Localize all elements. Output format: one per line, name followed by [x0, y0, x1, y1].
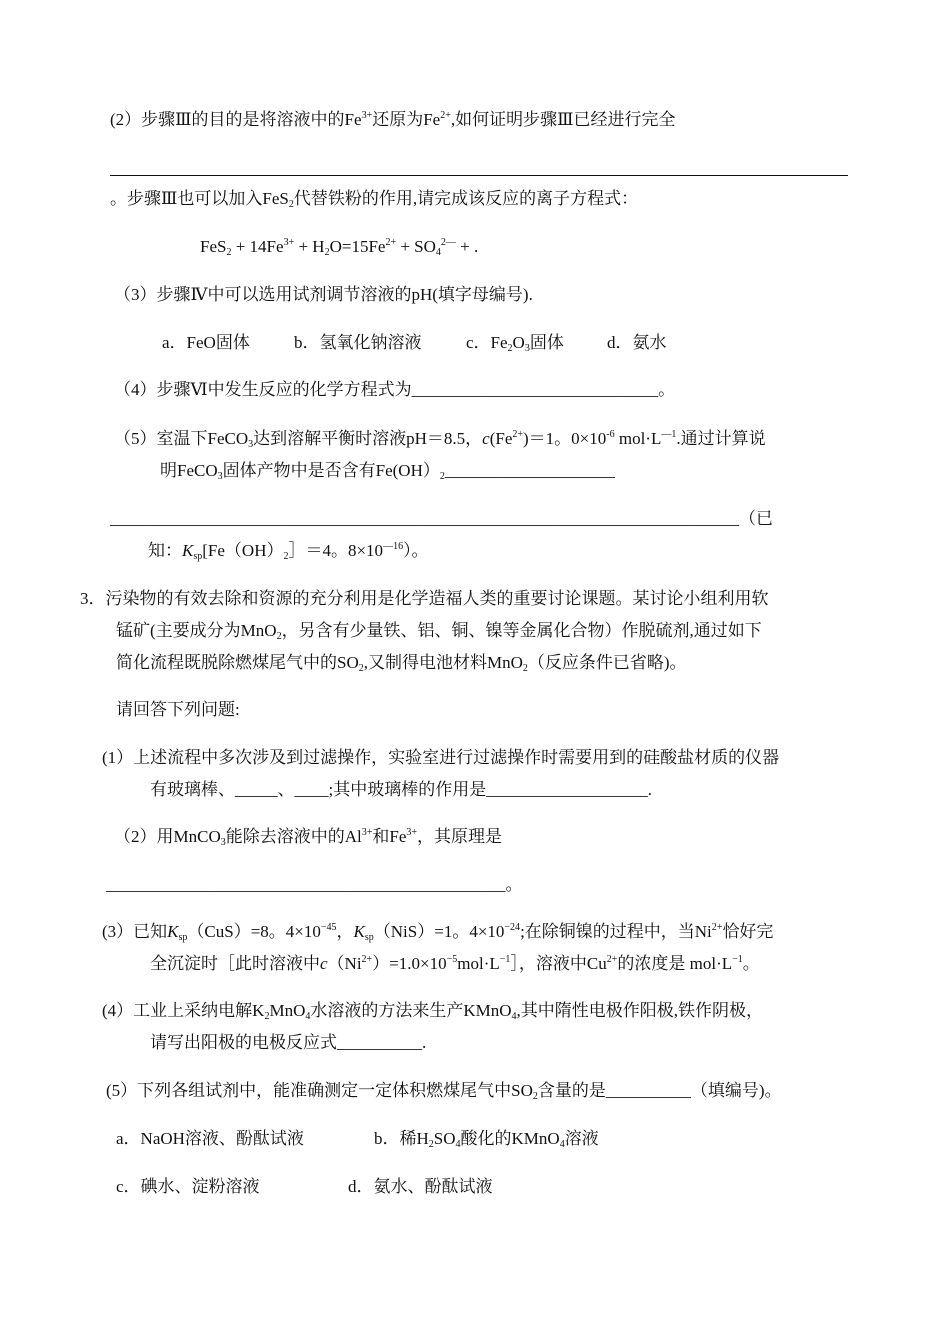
text: )＝1。0×10 [523, 429, 607, 448]
subscript: 2 [288, 199, 294, 210]
q3-part5-option-b [374, 1127, 599, 1151]
superscript: 3+ [361, 827, 373, 838]
text: （NiS）=1。4×10 [373, 922, 505, 941]
italic-variable: c [482, 429, 490, 448]
superscript: 2+ [711, 922, 723, 933]
q3-intro-line3 [116, 651, 687, 675]
superscript: −5 [446, 954, 458, 965]
q3-intro-line1: 3．污染物的有效去除和资源的充分利用是化学造福人类的重要讨论课题。某讨论小组利用软 [80, 589, 769, 608]
text: ，另含有少量铁、铝、铜、镍等金属化合物）作脱硫剂,通过如下 [281, 621, 762, 640]
text: 达到溶解平衡时溶液pH＝8.5， [253, 429, 483, 448]
subscript: 4 [435, 247, 441, 258]
q2-part2-line1 [110, 108, 676, 132]
text: 含量的是__________（填编号)。 [537, 1081, 782, 1100]
italic-variable: K [182, 541, 194, 560]
text: MnO [269, 1001, 306, 1020]
text: ）。 [403, 541, 429, 560]
subscript: 4 [511, 1011, 517, 1022]
q3-part1-line2: 有玻璃棒、_____、____;其中玻璃棒的作用是___________________. [150, 780, 652, 799]
italic-variable: c [320, 954, 328, 973]
text: 能除去溶液中的Al [225, 827, 362, 846]
text: 酸化的KMnO [460, 1129, 560, 1148]
italic-variable: K [353, 922, 365, 941]
text: ____________________ [444, 461, 615, 480]
superscript: 2+ [361, 954, 373, 965]
text: (Fe [489, 429, 513, 448]
text: ,又制得电池材料MnO [363, 653, 523, 672]
subscript: 2 [276, 631, 282, 642]
q2-part5-line1 [114, 427, 766, 451]
q2-part3-option-a: a．FeO固体 [162, 333, 250, 352]
q3-part4-line2: 请写出阳极的电极反应式__________. [150, 1033, 427, 1052]
superscript: 2+ [385, 237, 397, 248]
subscript: 2 [532, 1091, 538, 1102]
subscript: 4 [455, 1139, 461, 1150]
q3-intro-line2 [116, 619, 762, 643]
subscript: 4 [559, 1139, 565, 1150]
subscript: 3 [220, 837, 226, 848]
superscript: 2+ [512, 429, 524, 440]
text: 溶液 [564, 1129, 599, 1148]
text: .通过计算说 [676, 429, 766, 448]
text: (4）工业上采纳电解K [102, 1001, 265, 1020]
text: + . [455, 237, 479, 256]
superscript: −1 [499, 954, 511, 965]
q2-part2-line2 [110, 187, 638, 211]
text: ， [336, 922, 354, 941]
subscript: 3 [524, 343, 530, 354]
text: SO [433, 1129, 456, 1148]
text: mol·L [614, 429, 662, 448]
q2-part5-line4 [148, 539, 429, 563]
text: 水溶液的方法来生产KMnO [310, 1001, 512, 1020]
q3-part4-line1 [102, 999, 763, 1023]
q3-part3-line1 [102, 920, 773, 944]
text: ,其中隋性电极作阳极,铁作阴极， [516, 1001, 764, 1020]
text: ;在除铜镍的过程中，当Ni [520, 922, 712, 941]
text: （反应条件已省略)。 [527, 653, 687, 672]
superscript: —16 [383, 541, 404, 552]
italic-variable: K [167, 922, 179, 941]
text: （Ni [327, 954, 362, 973]
q2-part5-line2 [160, 459, 615, 483]
q3-part1-line1: (1）上述流程中多次涉及到过滤操作，实验室进行过滤操作时需要用到的硅酸盐材质的仪器 [102, 748, 780, 767]
text: ，其原理是 [417, 827, 503, 846]
subscript: 2 [283, 551, 289, 562]
text: 代替铁粉的作用,请完成该反应的离子方程式： [293, 189, 639, 208]
text: 锰矿(主要成分为MnO [116, 621, 277, 640]
superscript: −24 [504, 922, 521, 933]
q3-part3-line2 [150, 952, 760, 976]
text: + H [294, 237, 325, 256]
superscript: —1 [661, 429, 677, 440]
subscript: sp [178, 932, 188, 943]
subscript: 2 [522, 663, 528, 674]
text: (3）已知 [102, 922, 168, 941]
q2-part4: （4）步骤Ⅵ中发生反应的化学方程式为_____________________________。 [114, 380, 676, 399]
text: 简化流程既脱除燃煤尾气中的SO [116, 653, 359, 672]
subscript: 2 [507, 343, 513, 354]
subscript: 2 [226, 247, 232, 258]
text: 知： [148, 541, 182, 560]
text: 恰好完 [722, 922, 774, 941]
text: （5）室温下FeCO [114, 429, 249, 448]
superscript: 2— [440, 237, 456, 248]
q3-part2-line2: _______________________________________________。 [106, 875, 523, 894]
superscript: 2+ [606, 954, 618, 965]
q3-ask: 请回答下列问题: [116, 700, 240, 719]
text: 。步骤Ⅲ也可以加入FeS [110, 189, 289, 208]
text: mol·L [457, 954, 500, 973]
subscript: 4 [305, 1011, 311, 1022]
text: 的浓度是 mol·L [617, 954, 733, 973]
superscript: −45 [320, 922, 337, 933]
text: O [512, 333, 525, 352]
superscript: −1 [732, 954, 743, 965]
text: 全沉淀时［此时溶液中 [150, 954, 320, 973]
text: ,如何证明步骤Ⅲ已经进行完全 [450, 110, 676, 129]
q3-part2-line1 [114, 825, 502, 849]
subscript: 3 [217, 471, 223, 482]
text: 固体产物中是否含有Fe(OH） [222, 461, 440, 480]
superscript: 3+ [406, 827, 418, 838]
subscript: 2 [324, 247, 330, 258]
text: (5）下列各组试剂中，能准确测定一定体积燃煤尾气中SO [106, 1081, 533, 1100]
text: FeS [200, 237, 227, 256]
q2-part5-line3: __________________________________________________________________________（已 [110, 509, 773, 528]
subscript: 2 [439, 471, 445, 482]
subscript: 2 [264, 1011, 270, 1022]
subscript: 3 [248, 439, 254, 450]
text: + 14Fe [231, 237, 284, 256]
subscript: 2 [358, 663, 364, 674]
subscript: 2 [428, 1139, 434, 1150]
superscript: -6 [606, 429, 615, 440]
text: 和Fe [372, 827, 407, 846]
q2-part3-option-c [466, 331, 564, 355]
q3-part5-option-a: a．NaOH溶液、酚酞试液 [116, 1129, 304, 1148]
subscript: sp [364, 932, 374, 943]
superscript: 2+ [440, 110, 451, 121]
text: 还原为Fe [372, 110, 441, 129]
superscript: 3+ [283, 237, 295, 248]
text: c．Fe [466, 333, 508, 352]
text: 明FeCO [160, 461, 218, 480]
text: ］，溶液中Cu [510, 954, 607, 973]
q2-part3-option-d: d．氨水 [607, 333, 667, 352]
text: （2）用MnCO [114, 827, 221, 846]
text: + SO [396, 237, 436, 256]
q2-part3: （3）步骤Ⅳ中可以选用试剂调节溶液的pH(填字母编号). [114, 285, 533, 304]
text: （CuS）=8。4×10 [187, 922, 321, 941]
q2-ionic-equation [200, 235, 478, 259]
q3-part5 [106, 1079, 782, 1103]
subscript: sp [193, 551, 203, 562]
answer-blank-line [110, 175, 848, 176]
text: (2）步骤Ⅲ的目的是将溶液中的Fe [110, 110, 362, 129]
text: b．稀H [374, 1129, 429, 1148]
text: 。 [742, 954, 760, 973]
q3-part5-option-d: d．氨水、酚酞试液 [348, 1177, 493, 1196]
q3-part5-option-c: c．碘水、淀粉溶液 [116, 1177, 260, 1196]
text: O=15Fe [329, 237, 386, 256]
text: 固体 [529, 333, 564, 352]
text: ）=1.0×10 [372, 954, 447, 973]
text: ］＝4。8×10 [288, 541, 384, 560]
q2-part3-option-b: b．氢氧化钠溶液 [294, 333, 422, 352]
text: [Fe（OH） [202, 541, 284, 560]
superscript: 3+ [361, 110, 373, 121]
